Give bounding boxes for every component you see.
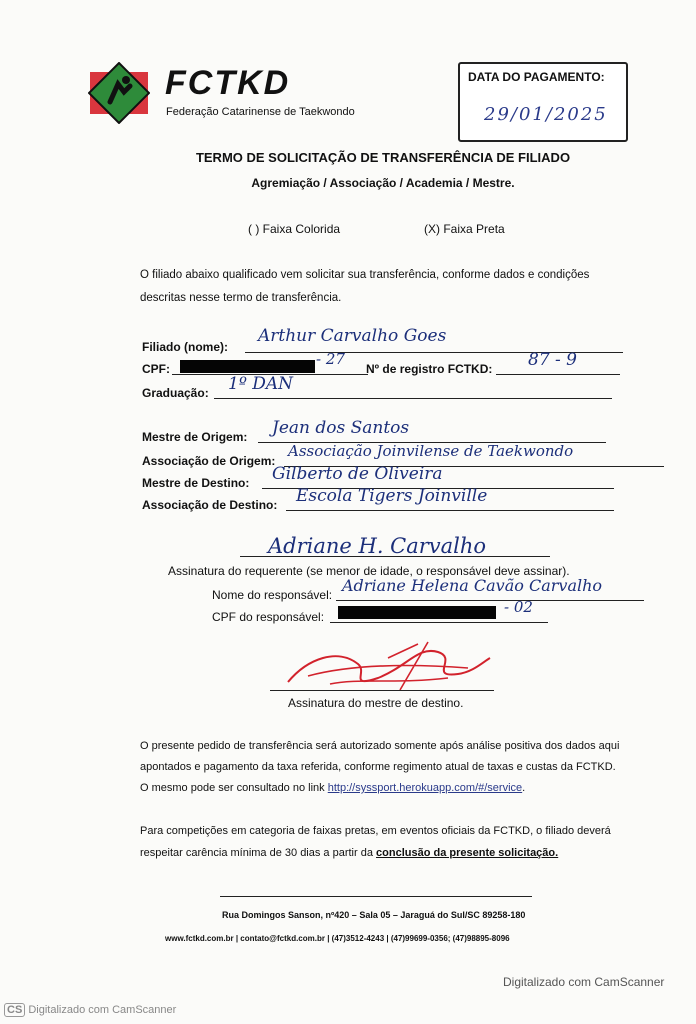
requerente-signature-line	[240, 538, 550, 557]
notice-carencia-text: Para competições em categoria de faixas pretas, em eventos oficiais da FCTKD, o filiado deverá respeitar carência mínima de 30 dias a partir da	[140, 825, 611, 859]
requerente-label: Assinatura do requerente (se menor de idade, o responsável deve assinar).	[168, 564, 570, 578]
notice-authorization-end: .	[522, 782, 526, 794]
mestre-signature-line	[270, 672, 494, 691]
option-black-mark: (X)	[424, 222, 440, 236]
option-faixa-preta	[424, 222, 505, 236]
payment-date-label: DATA DO PAGAMENTO:	[468, 70, 605, 84]
mestre-destino-label: Mestre de Destino:	[142, 476, 250, 490]
payment-date-box	[458, 62, 628, 142]
option-colored-mark: ( )	[248, 222, 260, 236]
option-faixa-colorida	[248, 222, 340, 236]
responsavel-nome-label: Nome do responsável:	[212, 588, 333, 602]
cpf-label: CPF:	[142, 362, 170, 376]
filiado-label: Filiado (nome):	[142, 340, 228, 354]
camscanner-badge: CS	[4, 1003, 25, 1017]
assoc-origem-label: Associação de Origem:	[142, 454, 276, 468]
graduacao-value: 1º DAN	[228, 374, 293, 394]
option-colored-label: Faixa Colorida	[262, 222, 341, 236]
mestre-signature-label: Assinatura do mestre de destino.	[288, 696, 464, 710]
responsavel-cpf-redaction	[338, 606, 496, 619]
mestre-origem-label: Mestre de Origem:	[142, 430, 248, 444]
notice-authorization	[140, 736, 620, 799]
camscanner-left-text: Digitalizado com CamScanner	[28, 1004, 177, 1016]
mestre-destino-value: Gilberto de Oliveira	[272, 464, 443, 484]
footer-divider	[220, 896, 532, 897]
responsavel-nome-value: Adriane Helena Cavão Carvalho	[342, 576, 603, 595]
assoc-origem-value: Associação Joinvilense de Taekwondo	[288, 442, 574, 460]
filiado-value: Arthur Carvalho Goes	[258, 326, 447, 346]
graduacao-label: Graduação:	[142, 386, 209, 400]
assoc-destino-value: Escola Tigers Joinville	[296, 486, 488, 506]
registro-value: 87 - 9	[528, 350, 577, 370]
notice-carencia	[140, 820, 620, 864]
responsavel-cpf-suffix: - 02	[504, 598, 533, 616]
option-black-label: Faixa Preta	[443, 222, 505, 236]
mestre-signature	[268, 638, 498, 702]
requerente-signature: Adriane H. Carvalho	[268, 534, 487, 558]
footer-contacts: www.fctkd.com.br | contato@fctkd.com.br | (47)3512-4243 | (47)99699-0356; (47)98895-8096	[165, 934, 510, 943]
mestre-origem-value: Jean dos Santos	[272, 418, 410, 438]
responsavel-cpf-label: CPF do responsável:	[212, 610, 325, 624]
document-subtitle: Agremiação / Associação / Academia / Mestre.	[251, 176, 515, 190]
footer-address: Rua Domingos Sanson, nº420 – Sala 05 – Jaraguá do Sul/SC 89258-180	[222, 910, 526, 920]
payment-date-value: 29/01/2025	[484, 104, 608, 125]
intro-paragraph: O filiado abaixo qualificado vem solicitar sua transferência, conforme dados e condições descritas nesse termo de transferência.	[140, 269, 590, 304]
document-title: TERMO DE SOLICITAÇÃO DE TRANSFERÊNCIA DE FILIADO	[195, 150, 571, 165]
federation-name: Federação Catarinense de Taekwondo	[166, 106, 355, 118]
notice-authorization-text: O presente pedido de transferência será autorizado somente após análise positiva dos dados aqui apontados e pagamento da taxa referida, conforme regimento atual de taxas e custas da FCTKD. O mesmo pode ser consultado no link	[140, 740, 620, 794]
assoc-destino-label: Associação de Destino:	[142, 498, 278, 512]
brand-name: FCTKD	[165, 64, 291, 102]
service-link[interactable]: http://syssport.herokuapp.com/#/service	[327, 782, 523, 794]
cpf-suffix: - 27	[316, 350, 345, 368]
cpf-redaction	[180, 360, 315, 373]
camscanner-watermark-left	[4, 1003, 176, 1017]
fctkd-logo	[88, 62, 150, 124]
camscanner-watermark-right: Digitalizado com CamScanner	[503, 975, 665, 989]
notice-carencia-underlined: conclusão da presente solicitação.	[376, 847, 559, 859]
registro-label: Nº de registro FCTKD:	[366, 362, 493, 376]
